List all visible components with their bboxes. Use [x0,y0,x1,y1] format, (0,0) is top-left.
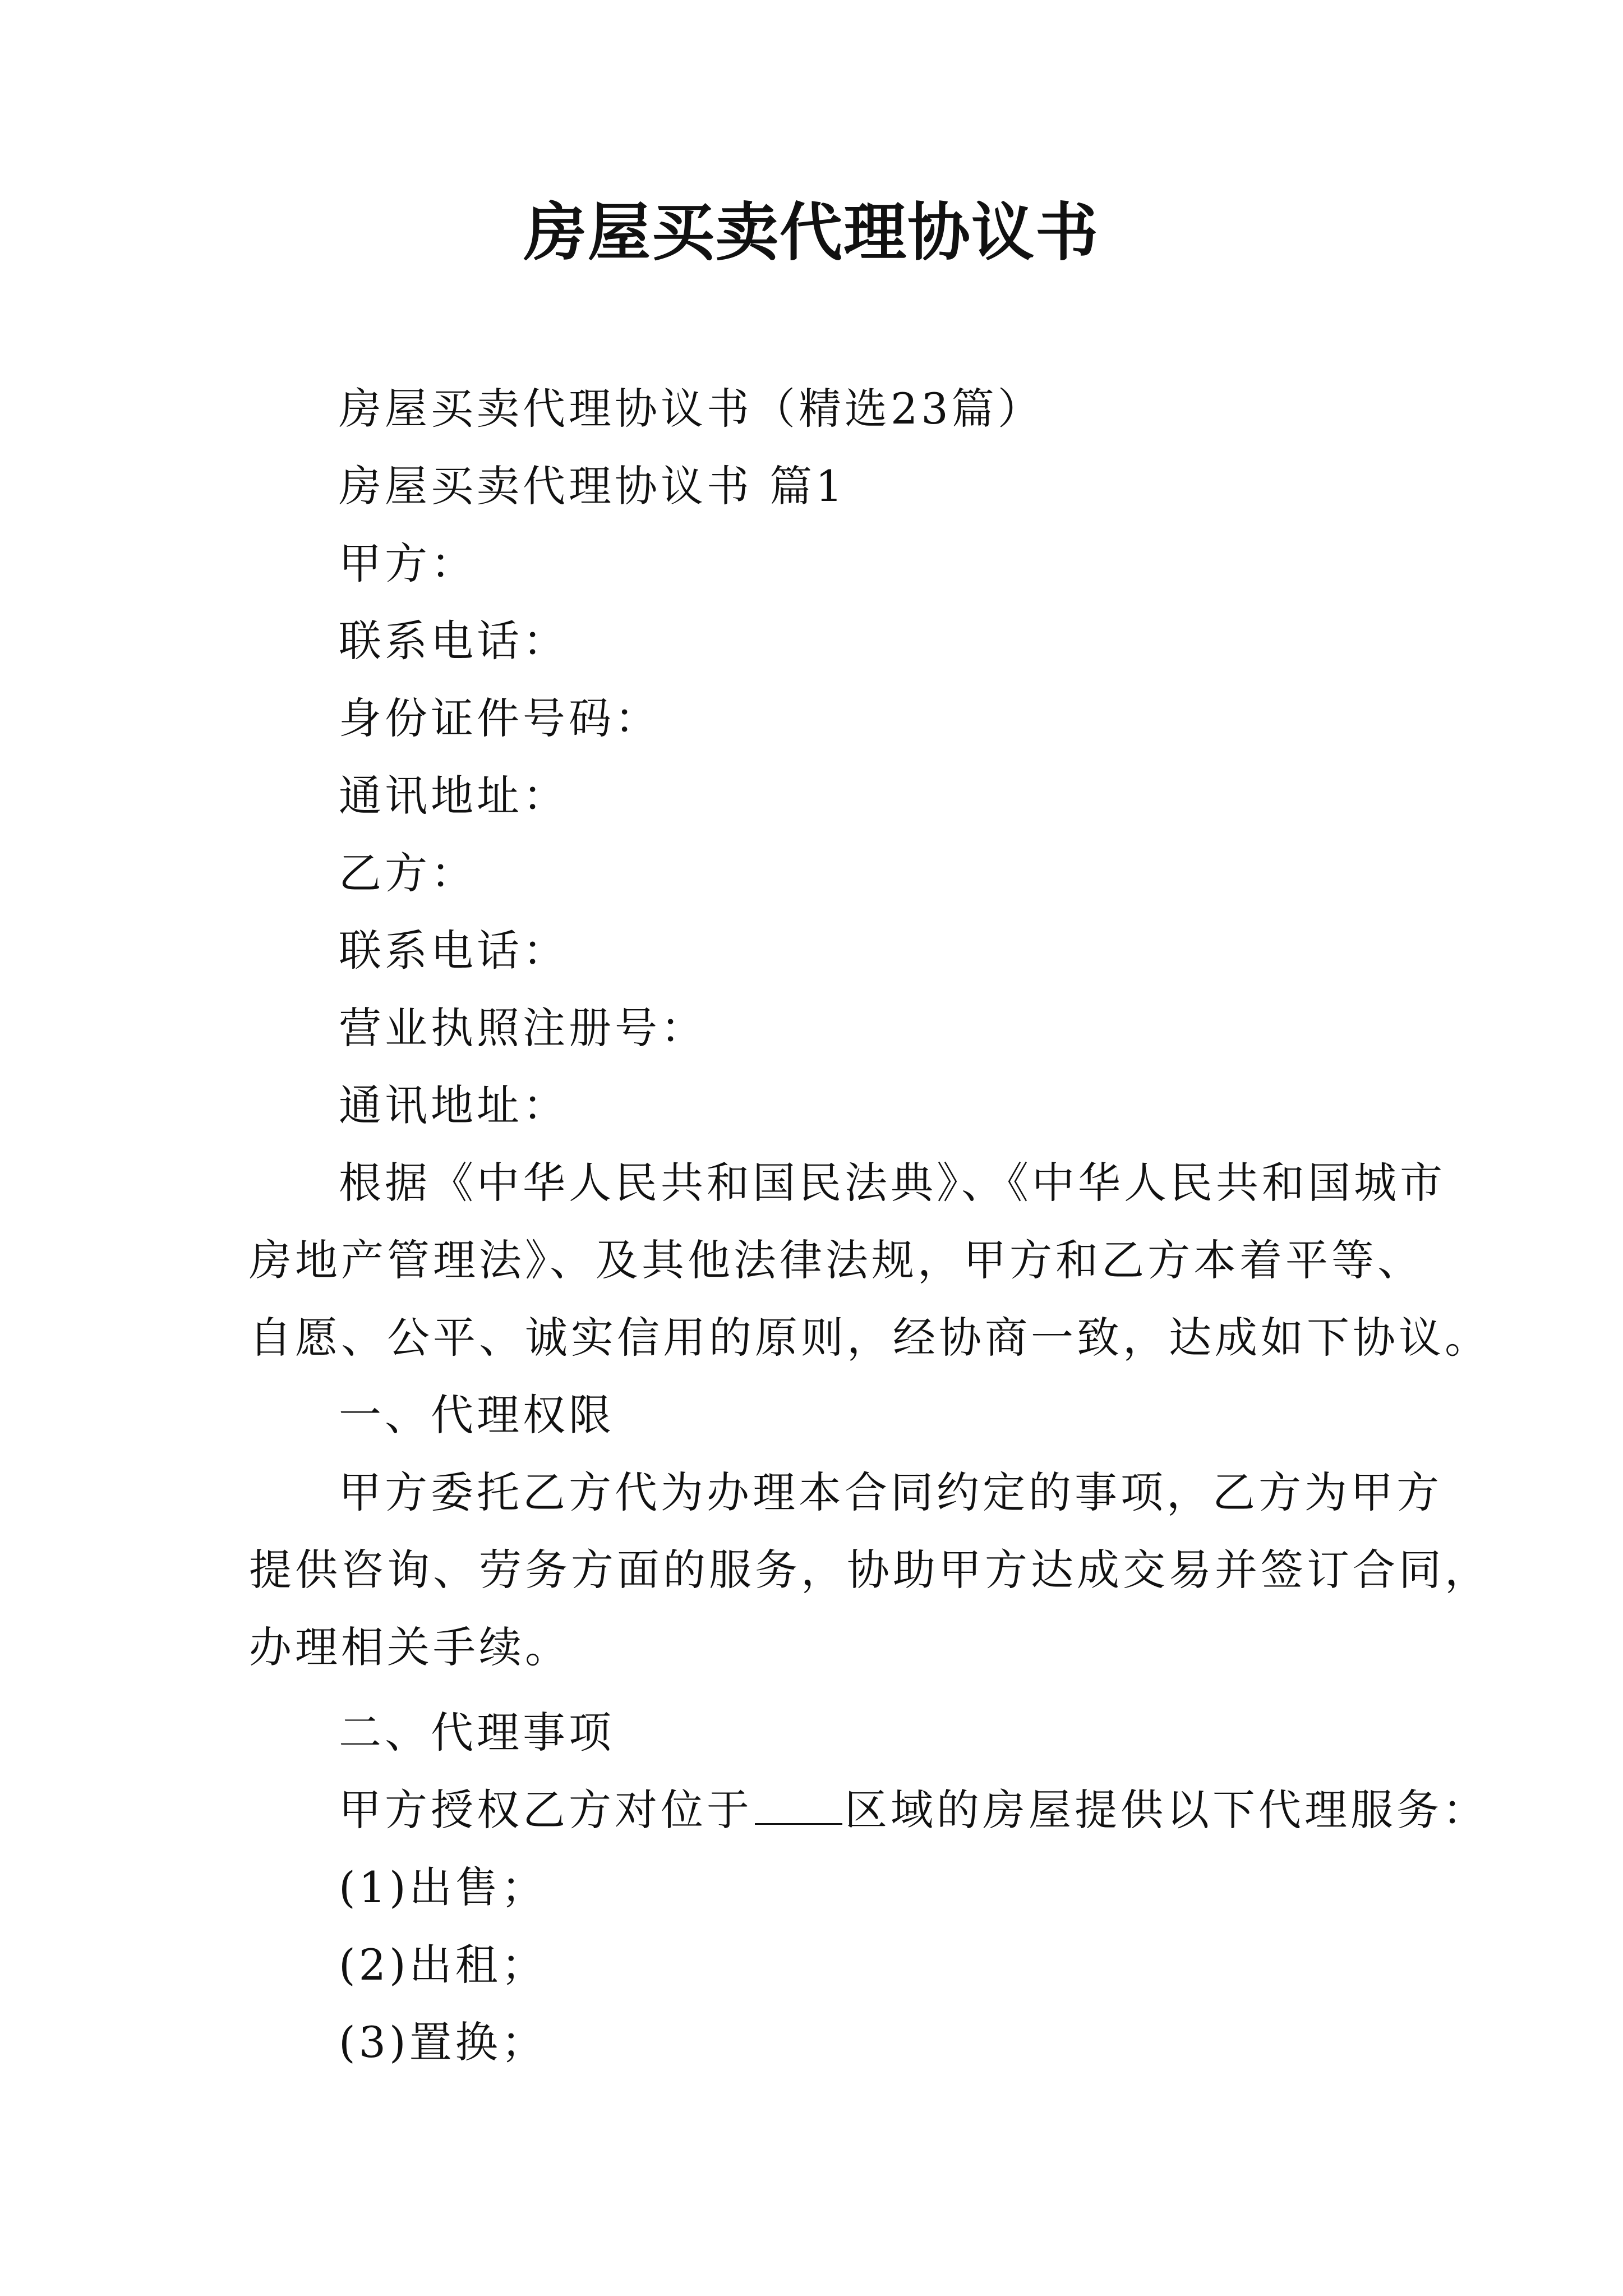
clause2-heading: 二、代理事项 [339,1708,615,1757]
party-b-license: 营业执照注册号： [339,1003,707,1053]
section-heading: 房屋买卖代理协议书 篇1 [339,461,846,511]
location-blank-field [755,1789,842,1825]
preamble-line: 根据《中华人民共和国民法典》、《中华人民共和国城市 [339,1158,1446,1208]
document-body [249,370,1491,2081]
clause1-heading: 一、代理权限 [339,1390,615,1440]
document-title: 房屋买卖代理协议书 [524,196,1099,269]
clause2-text-after: 区域的房屋提供以下代理服务： [845,1785,1488,1835]
party-a-label: 甲方： [339,539,477,588]
service-item-sale: (1)出售； [339,1862,547,1912]
party-a-id-number: 身份证件号码： [339,693,661,743]
preamble-line: 自愿、公平、诚实信用的原则，经协商一致，达成如下协议。 [249,1313,1491,1363]
clause2-text-before: 甲方授权乙方对位于 [339,1785,753,1835]
party-a-phone: 联系电话： [339,616,569,666]
party-b-phone: 联系电话： [339,926,569,976]
party-b-address: 通讯地址： [339,1080,569,1130]
preamble-line: 房地产管理法》、及其他法律法规，甲方和乙方本着平等、 [249,1235,1423,1285]
party-a-address: 通讯地址： [339,771,569,821]
clause2-text [249,1772,1488,1849]
spacer [249,1686,1393,1694]
subtitle: 房屋买卖代理协议书（精选23篇） [339,384,1044,434]
clause1-line: 提供咨询、劳务方面的服务，协助甲方达成交易并签订合同， [249,1545,1491,1595]
service-item-rent: (2)出租； [339,1940,547,1990]
service-item-exchange: (3)置换； [339,2017,547,2067]
clause1-line: 办理相关手续。 [249,1622,571,1672]
clause1-line: 甲方委托乙方代为办理本合同约定的事项，乙方为甲方 [339,1467,1442,1517]
preamble-paragraph [249,1144,1491,1377]
clause1-paragraph [249,1454,1491,1686]
party-b-label: 乙方： [339,848,477,898]
